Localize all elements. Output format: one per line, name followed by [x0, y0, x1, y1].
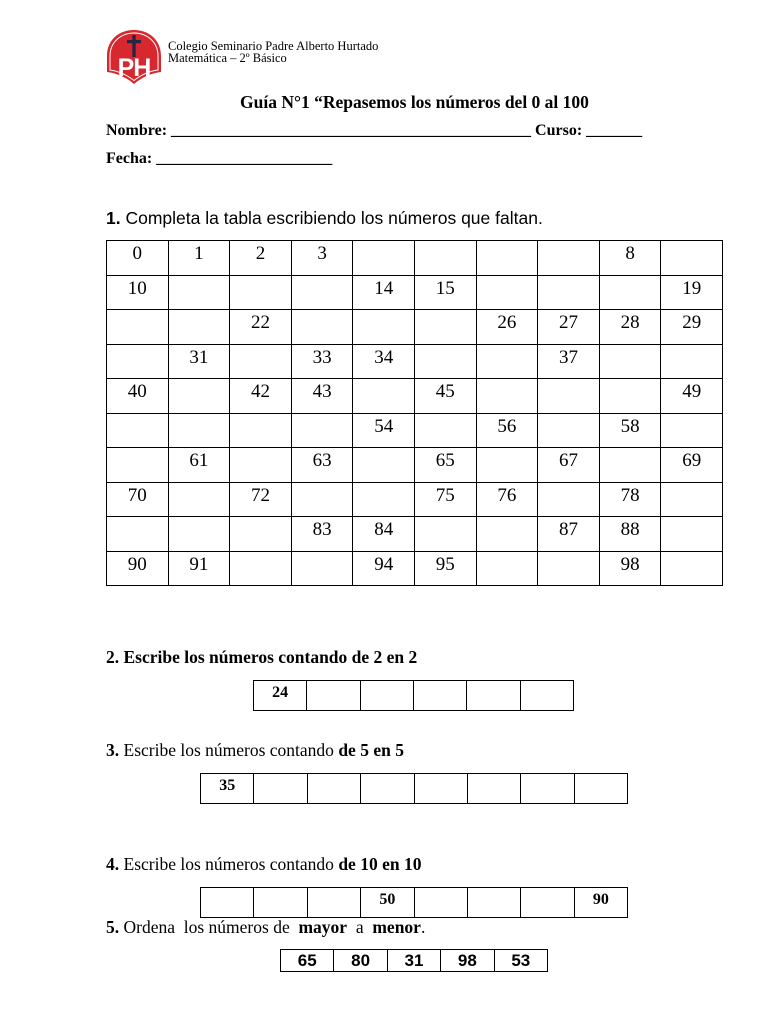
number-cell: 1	[169, 241, 231, 276]
answer-box[interactable]	[254, 774, 307, 804]
count-by-5-boxes	[200, 773, 628, 804]
exercise-instruction: Escribe los números contando	[123, 740, 334, 760]
number-cell: 15	[415, 276, 477, 311]
order-number-box: 80	[334, 950, 387, 972]
exercise-instruction: Ordena los números de	[123, 917, 290, 937]
exercise-instruction: Escribe los números contando	[123, 854, 334, 874]
answer-cell[interactable]	[415, 517, 477, 552]
number-cell: 72	[230, 483, 292, 518]
answer-cell[interactable]	[107, 310, 169, 345]
connector-word: a	[355, 917, 364, 937]
number-cell: 27	[538, 310, 600, 345]
answer-box[interactable]	[415, 774, 468, 804]
answer-cell[interactable]	[353, 241, 415, 276]
number-cell: 29	[661, 310, 723, 345]
number-cell: 28	[600, 310, 662, 345]
answer-box[interactable]	[307, 681, 360, 711]
number-cell: 69	[661, 448, 723, 483]
answer-cell[interactable]	[169, 414, 231, 449]
school-name: Colegio Seminario Padre Alberto Hurtado	[168, 39, 379, 53]
number-cell: 95	[415, 552, 477, 587]
count-by-2-boxes	[253, 680, 574, 711]
answer-cell[interactable]	[230, 448, 292, 483]
given-number-box: 35	[201, 774, 254, 804]
number-cell: 91	[169, 552, 231, 587]
number-cell: 3	[292, 241, 354, 276]
number-cell: 40	[107, 379, 169, 414]
answer-cell[interactable]	[661, 517, 723, 552]
number-cell: 94	[353, 552, 415, 587]
exercise-instruction: Escribe los números contando de 2 en 2	[123, 647, 418, 667]
number-cell: 49	[661, 379, 723, 414]
number-cell: 78	[600, 483, 662, 518]
answer-cell[interactable]	[169, 310, 231, 345]
answer-cell[interactable]	[169, 379, 231, 414]
answer-box[interactable]	[308, 888, 361, 918]
answer-cell[interactable]	[353, 483, 415, 518]
answer-cell[interactable]	[477, 552, 539, 587]
subject-line: Matemática – 2º Básico	[168, 51, 287, 65]
number-cell: 56	[477, 414, 539, 449]
answer-box[interactable]	[521, 774, 574, 804]
answer-cell[interactable]	[538, 241, 600, 276]
answer-cell[interactable]	[477, 241, 539, 276]
number-cell: 14	[353, 276, 415, 311]
answer-cell[interactable]	[353, 310, 415, 345]
answer-cell[interactable]	[415, 310, 477, 345]
number-cell: 54	[353, 414, 415, 449]
curso-label: Curso:	[535, 122, 583, 139]
answer-cell[interactable]	[661, 345, 723, 380]
answer-cell[interactable]	[600, 276, 662, 311]
answer-box[interactable]	[254, 888, 307, 918]
answer-cell[interactable]	[477, 379, 539, 414]
number-cell: 22	[230, 310, 292, 345]
number-cell: 0	[107, 241, 169, 276]
number-cell: 37	[538, 345, 600, 380]
answer-cell[interactable]	[169, 517, 231, 552]
answer-box[interactable]	[415, 888, 468, 918]
order-numbers-boxes	[280, 949, 548, 972]
number-cell: 58	[600, 414, 662, 449]
order-number-box: 98	[441, 950, 494, 972]
answer-cell[interactable]	[292, 276, 354, 311]
answer-cell[interactable]	[477, 345, 539, 380]
worksheet-title: Guía N°1 “Repasemos los números del 0 al 100	[240, 92, 589, 112]
answer-cell[interactable]	[230, 552, 292, 587]
number-cell: 63	[292, 448, 354, 483]
number-table	[106, 240, 723, 586]
answer-cell[interactable]	[107, 517, 169, 552]
answer-cell[interactable]	[230, 276, 292, 311]
number-cell: 45	[415, 379, 477, 414]
answer-cell[interactable]	[538, 379, 600, 414]
exercise-number: 4.	[106, 854, 120, 874]
given-number-box: 50	[361, 888, 414, 918]
number-cell: 31	[169, 345, 231, 380]
number-cell: 26	[477, 310, 539, 345]
nombre-line[interactable]: _____________________________________________	[171, 122, 532, 139]
answer-cell[interactable]	[538, 276, 600, 311]
exercise-number: 1.	[106, 208, 121, 228]
answer-cell[interactable]	[477, 517, 539, 552]
answer-cell[interactable]	[600, 379, 662, 414]
answer-cell[interactable]	[415, 241, 477, 276]
order-number-box: 65	[281, 950, 334, 972]
answer-cell[interactable]	[415, 345, 477, 380]
number-cell: 33	[292, 345, 354, 380]
exercise-emphasis: de 10 en 10	[338, 854, 422, 874]
answer-cell[interactable]	[292, 310, 354, 345]
order-number-box: 53	[495, 950, 548, 972]
count-by-10-boxes	[200, 887, 628, 918]
answer-cell[interactable]	[415, 414, 477, 449]
date-row	[106, 149, 332, 169]
emphasis-mayor: mayor	[298, 917, 348, 937]
answer-box[interactable]	[521, 681, 574, 711]
number-cell: 10	[107, 276, 169, 311]
answer-cell[interactable]	[661, 414, 723, 449]
curso-line[interactable]: _______	[586, 122, 643, 139]
number-cell: 87	[538, 517, 600, 552]
answer-cell[interactable]	[230, 414, 292, 449]
answer-cell[interactable]	[107, 448, 169, 483]
number-cell: 42	[230, 379, 292, 414]
heading-period: .	[420, 917, 426, 937]
answer-cell[interactable]	[661, 241, 723, 276]
logo-letters: PH	[117, 54, 151, 82]
number-cell: 43	[292, 379, 354, 414]
exercise-5-heading	[106, 917, 425, 937]
answer-cell[interactable]	[107, 345, 169, 380]
number-cell: 19	[661, 276, 723, 311]
answer-cell[interactable]	[107, 414, 169, 449]
exercise-number: 3.	[106, 740, 120, 760]
exercise-instruction: Completa la tabla escribiendo los números que faltan.	[125, 208, 543, 228]
answer-box[interactable]	[467, 681, 520, 711]
number-cell: 84	[353, 517, 415, 552]
answer-box[interactable]	[361, 681, 414, 711]
number-cell: 65	[415, 448, 477, 483]
answer-box[interactable]	[468, 888, 521, 918]
number-cell: 90	[107, 552, 169, 587]
number-cell: 75	[415, 483, 477, 518]
answer-cell[interactable]	[230, 517, 292, 552]
number-cell: 76	[477, 483, 539, 518]
exercise-number: 5.	[106, 917, 120, 937]
name-course-row	[106, 121, 642, 141]
given-number-box: 24	[254, 681, 307, 711]
answer-box[interactable]	[414, 681, 467, 711]
answer-cell[interactable]	[292, 552, 354, 587]
answer-cell[interactable]	[538, 414, 600, 449]
answer-cell[interactable]	[538, 552, 600, 587]
answer-cell[interactable]	[292, 414, 354, 449]
emphasis-menor: menor	[372, 917, 421, 937]
school-logo	[104, 27, 164, 87]
number-cell: 70	[107, 483, 169, 518]
answer-box[interactable]	[201, 888, 254, 918]
answer-box[interactable]	[468, 774, 521, 804]
number-cell: 67	[538, 448, 600, 483]
answer-cell[interactable]	[538, 483, 600, 518]
answer-cell[interactable]	[600, 345, 662, 380]
given-number-box: 90	[575, 888, 628, 918]
answer-cell[interactable]	[661, 552, 723, 587]
answer-cell[interactable]	[353, 379, 415, 414]
exercise-4-heading	[106, 854, 421, 874]
answer-cell[interactable]	[353, 448, 415, 483]
answer-cell[interactable]	[477, 276, 539, 311]
exercise-3-heading	[106, 740, 404, 760]
school-header	[168, 40, 378, 64]
number-cell: 34	[353, 345, 415, 380]
answer-box[interactable]	[361, 774, 414, 804]
exercise-2-heading	[106, 647, 417, 667]
exercise-emphasis: de 5 en 5	[338, 740, 404, 760]
answer-cell[interactable]	[169, 276, 231, 311]
exercise-number: 2.	[106, 647, 120, 667]
answer-cell[interactable]	[600, 448, 662, 483]
number-cell: 98	[600, 552, 662, 587]
answer-box[interactable]	[308, 774, 361, 804]
number-cell: 83	[292, 517, 354, 552]
order-number-box: 31	[388, 950, 441, 972]
number-cell: 88	[600, 517, 662, 552]
answer-cell[interactable]	[661, 483, 723, 518]
answer-cell[interactable]	[230, 345, 292, 380]
exercise-1-heading	[106, 208, 543, 228]
answer-box[interactable]	[575, 774, 628, 804]
fecha-line[interactable]: ______________________	[156, 150, 333, 167]
answer-cell[interactable]	[169, 483, 231, 518]
number-cell: 61	[169, 448, 231, 483]
nombre-label: Nombre:	[106, 122, 168, 139]
number-cell: 2	[230, 241, 292, 276]
number-cell: 8	[600, 241, 662, 276]
fecha-label: Fecha:	[106, 150, 153, 167]
answer-cell[interactable]	[292, 483, 354, 518]
answer-cell[interactable]	[477, 448, 539, 483]
answer-box[interactable]	[521, 888, 574, 918]
